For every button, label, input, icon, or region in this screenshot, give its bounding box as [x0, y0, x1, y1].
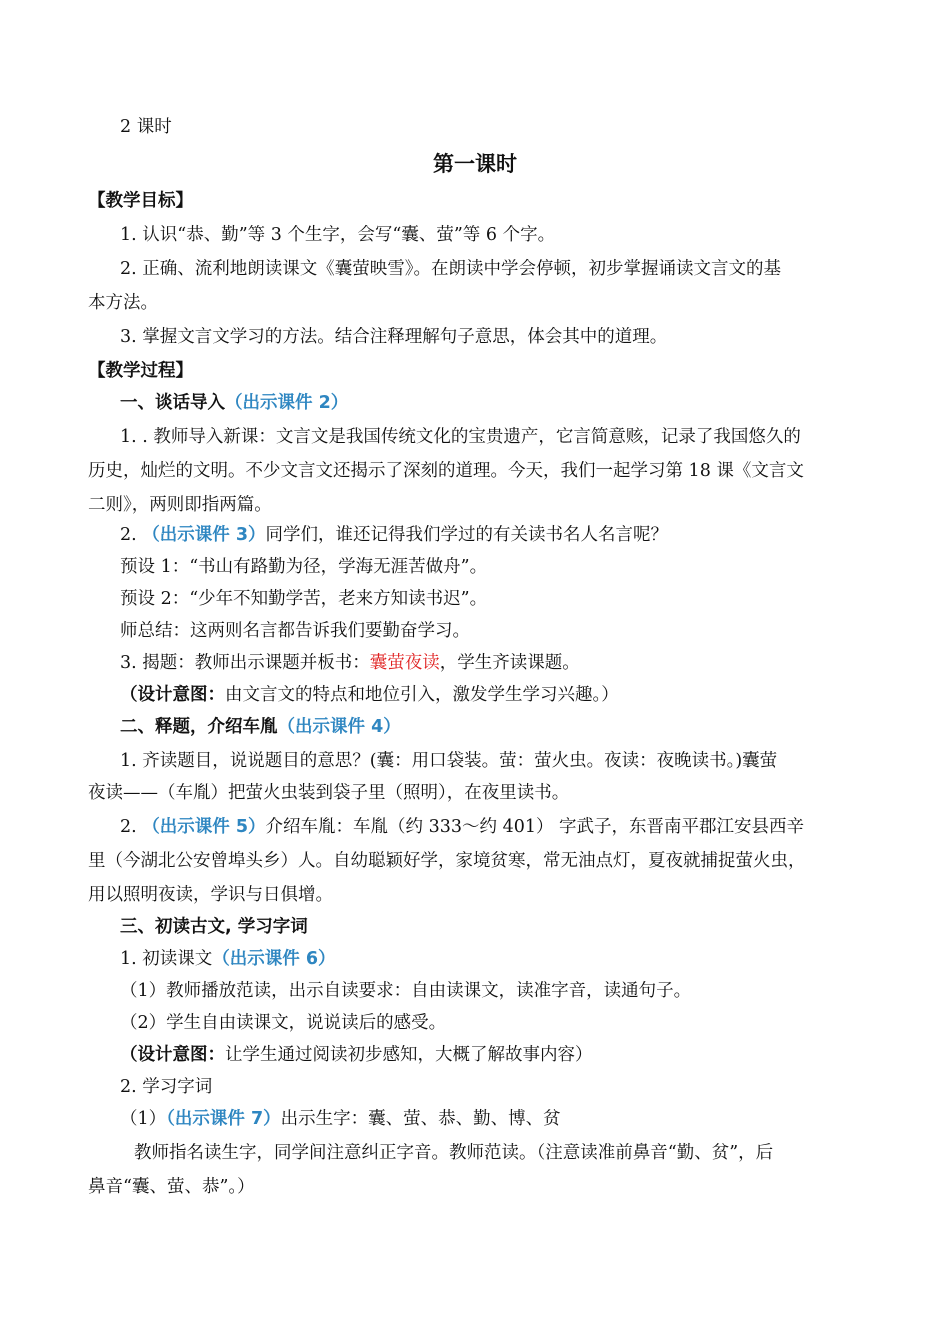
s2-p1-line1: 1. 齐读题目，说说题目的意思？(囊：用口袋装。萤：萤火虫。夜读：夜晚读书。)囊萤 — [120, 751, 778, 771]
s1-p3 — [120, 646, 580, 680]
s2-p2-line3: 用以照明夜读，学识与日俱增。 — [88, 885, 333, 905]
s1-design-text: 由文言文的特点和地位引入，激发学生学习兴趣。） — [225, 685, 619, 705]
objective-3: 3. 掌握文言文学习的方法。结合注释理解句子意思，体会其中的道理。 — [120, 327, 668, 347]
class-hours: 2 课时 — [120, 117, 172, 137]
s1-p1-line3: 二则》，两则即指两篇。 — [88, 495, 272, 515]
process-heading: 【教学过程】 — [88, 361, 193, 381]
objectives-heading: 【教学目标】 — [88, 191, 193, 211]
s1-preset-2: 预设 2：“少年不知勤学苦，老来方知读书迟”。 — [120, 589, 488, 609]
s1-design-label: （设计意图： — [120, 685, 225, 705]
s3-design-label: （设计意图： — [120, 1045, 225, 1065]
s1-p3-red: 囊萤夜读 — [369, 653, 440, 673]
s3-item-2: （2）学生自由读课文，说说读后的感受。 — [120, 1013, 447, 1033]
s1-p2-num: 2. — [120, 525, 143, 545]
section-2-tag: （出示课件 4） — [277, 717, 401, 737]
s3-item-3-a: （1） — [120, 1109, 167, 1129]
s2-p2-num: 2. — [120, 817, 143, 837]
objective-2-cont: 本方法。 — [88, 293, 158, 313]
s3-design — [120, 1038, 593, 1072]
s3-item-3-tag: （出示课件 7） — [166, 1109, 281, 1129]
s3-p1-a: 1. 初读课文 — [120, 949, 213, 969]
s3-p1 — [120, 942, 336, 976]
s2-p1-line2: 夜读——（车胤）把萤火虫装到袋子里（照明），在夜里读书。 — [88, 783, 570, 803]
s1-p3-a: 3. 揭题：教师出示课题并板书： — [120, 653, 370, 673]
section-3-title: 三、初读古文, 学习字词 — [120, 917, 308, 937]
s2-p2-tag: （出示课件 5） — [142, 817, 266, 837]
section-1-tag: （出示课件 2） — [225, 393, 349, 413]
s1-preset-1: 预设 1：“书山有路勤为径，学海无涯苦做舟”。 — [120, 557, 488, 577]
section-2-title: 二、释题，介绍车胤 — [120, 717, 278, 737]
s3-item-3-b: 出示生字：囊、萤、恭、勤、博、贫 — [280, 1109, 561, 1129]
objective-2: 2. 正确、流利地朗读课文《囊萤映雪》。在朗读中学会停顿，初步掌握诵读文言文的基 — [120, 259, 782, 279]
s2-p2-text: 介绍车胤：车胤（约 333～约 401） 字武子，东晋南平郡江安县西辛 — [265, 817, 805, 837]
section-1-heading — [120, 386, 348, 420]
s1-p1-line2: 历史，灿烂的文明。不少文言文还揭示了深刻的道理。今天，我们一起学习第 18 课《文言文 — [88, 461, 804, 481]
s1-p2-tag: （出示课件 3） — [142, 525, 266, 545]
section-2-heading — [120, 710, 401, 744]
s3-p2: 2. 学习字词 — [120, 1077, 213, 1097]
s1-p3-b: ，学生齐读课题。 — [439, 653, 580, 673]
s3-last-line2: 鼻音“囊、萤、恭”。） — [88, 1177, 255, 1197]
s1-p2 — [120, 518, 668, 552]
s2-p2-line2: 里（今湖北公安曾埠头乡）人。自幼聪颖好学，家境贫寒，常无油点灯，夏夜就捕捉萤火虫， — [88, 851, 806, 871]
s1-design — [120, 678, 619, 712]
s1-summary: 师总结：这两则名言都告诉我们要勤奋学习。 — [120, 621, 470, 641]
s2-p2 — [120, 810, 804, 844]
s3-p1-tag: （出示课件 6） — [212, 949, 336, 969]
s1-p1-line1: 1. . 教师导入新课：文言文是我国传统文化的宝贵遗产，它言简意赅，记录了我国悠久的 — [120, 427, 801, 447]
s1-p2-text: 同学们，谁还记得我们学过的有关读书名人名言呢？ — [265, 525, 669, 545]
s3-item-3 — [120, 1102, 561, 1136]
s3-last-line1: 教师指名读生字，同学间注意纠正字音。教师范读。（注意读准前鼻音“勤、贫”，后 — [134, 1143, 774, 1163]
s3-item-1: （1）教师播放范读，出示自读要求：自由读课文，读准字音，读通句子。 — [120, 981, 692, 1001]
page-title: 第一课时 — [433, 152, 517, 176]
section-1-title: 一、谈话导入 — [120, 393, 225, 413]
s3-design-text: 让学生通过阅读初步感知，大概了解故事内容） — [225, 1045, 593, 1065]
objective-1: 1. 认识“恭、勤”等 3 个生字，会写“囊、萤”等 6 个字。 — [120, 225, 556, 245]
